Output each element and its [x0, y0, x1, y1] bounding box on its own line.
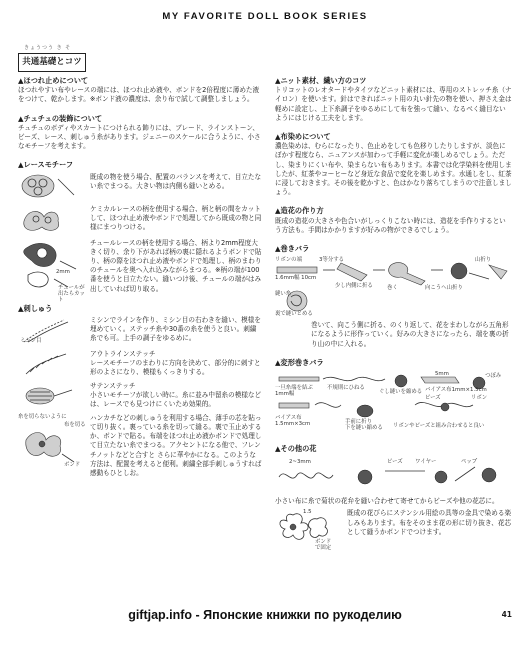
rose-label-mountain-fold: 山折り	[475, 257, 492, 264]
variant-label-fold-forward: 手前に折り	[345, 419, 372, 426]
rose-label-size: 1.6mm幅 10cm	[275, 275, 317, 282]
lace-text-2: ケミカルレースの柄を使用する場合、柄と柄の間をカットして、ほつれ止め液やボンドで処理してから既成の物と同様にまつりつける。	[90, 204, 262, 232]
machine-stitch-label: ミシン目	[20, 337, 42, 344]
outline-stitch-illustration	[18, 350, 80, 378]
variant-label-gather-bottom: 下を縫い縮める	[345, 425, 383, 432]
rolled-rose-figure	[275, 257, 512, 317]
variant-label-1mm: 1mm幅	[275, 391, 295, 398]
variant-label-bias-1mm: バイアス布1mm×1.5cm	[425, 387, 487, 394]
chemical-lace-illustration	[18, 205, 80, 235]
footer-site-watermark: giftjap.info - Японские книжки по рукоделию	[128, 608, 402, 622]
embroidery-text-4: ハンカチなどの刺しゅうを利用する場合、薄手の芯を貼って切り抜く。裏っている糸を切って縫る。裏で玉止めするか、ボンドで貼る。布端をほつれ止め液かボンドで処理して目立たない糸でまつる。アクセントになる他で、フレンチノットなどと合すと さらに華やかになる。このような方法は、配置を考えると便利。刺繍全部手刺しゅうすれば感動もひとしお。	[90, 413, 262, 478]
heading-variant-rolled-rose: ▲変形巻きバラ	[275, 357, 324, 367]
lace-item-1	[18, 173, 262, 201]
paragraph-dyeing: 濃色染めは、むらになったり、色止めをしても色移りしたりしますが、淡色にぼかす程度なら、ニュアンスが加わって手軽に変化が楽しめるでしょう。ただし、染まりにくい布や、染まらない布もあります。本書では化学染料を使用しましたが、紅茶やコーヒーなど身近な食品で変化を楽しめます。水通しをし、紅茶に浸しておきます。その後を乾かすと、色はかなり落ちてしまうので注意しましょう。	[275, 142, 512, 197]
rose-label-sew-back: 裏で縫いとめる	[275, 311, 313, 318]
paragraph-rolled-rose: 巻いて、向こう側に折る、のくり返して、花をまわしながら五角形になるように形作っていく。好みの大きさになったら、端を裏の折り山の中に入れる。	[311, 321, 509, 348]
right-column	[275, 76, 512, 557]
lace-label-2mm: 2mm	[56, 268, 70, 275]
variant-label-knot: 一旦糸端を結ぶ	[275, 385, 313, 392]
heading-rolled-rose: ▲巻きバラ	[275, 244, 310, 254]
stencil-label-size: 1.5	[303, 509, 312, 516]
other-label-pep: ペップ	[461, 459, 478, 466]
heading-other-flowers: ▲その他の花	[275, 444, 317, 454]
page-number: 41	[501, 610, 512, 619]
variant-label-beads: ビーズ	[425, 395, 441, 402]
stencil-label-bond: ボンド	[315, 539, 332, 546]
stencil-flower-item	[275, 509, 512, 553]
handkerchief-label-1: 糸を切らないように	[18, 413, 67, 420]
satin-stitch-title: サテンステッチ	[90, 381, 136, 390]
lace-item-3	[18, 238, 262, 303]
variant-label-bias: バイアス布	[275, 415, 302, 422]
heading-artificial-flowers: ▲造花の作り方	[275, 206, 324, 216]
paragraph-fray-stop: ほつれやすい布やレースの端には、ほつれ止め液や、ボンドを2倍程度に薄めた液をつけて、乾かします。※ボンド液の濃度は、余り布で試して調整しましょう。	[18, 86, 260, 104]
paragraph-other-flowers: 小さい布に糸で菊状の花弁を縫い合わせて寄せてからビーズや他の花芯に。	[275, 497, 499, 506]
rose-label-mountain-fold-back: 向こうへ山折り	[425, 285, 463, 292]
paragraph-knit-sewing: トリコットのレオタードやタイツなどニット素材には、専用のストレッチ糸（ナイロン）を使います。針はできればニット用の丸い針先の物を使い、押さえ金は軽めに設定し、上下糸調子をゆるめにして布を強って縫い、なるべく縫目ないようにはじける工夫をします。	[275, 86, 512, 122]
other-flowers-figure	[275, 457, 512, 493]
stencil-label-fix: で固定	[315, 545, 332, 552]
variant-label-ribbon: リボン	[471, 395, 488, 402]
variant-label-twist: 不規則にひねる	[327, 385, 365, 392]
lace-motif-illustration	[18, 173, 80, 201]
other-label-size: 2~3mm	[289, 459, 311, 466]
heading-tutu-decoration: ▲チュチュの装飾について	[18, 113, 103, 123]
heading-embroidery: ▲刺しゅう	[18, 303, 53, 313]
lace-label-tulle-cut: チュールが出たらカット	[58, 284, 85, 303]
heading-knit-sewing: ▲ニット素材、繊い方のコツ	[275, 76, 367, 85]
handkerchief-label-2: 布を切る	[64, 421, 86, 428]
left-column	[18, 76, 262, 478]
paragraph-stencil-flower: 既成の花びらにステンシル用絵の具等の金具で染める楽しみもあります。布をそのまま花の形に切り抜き、花芯として縫うかボンドでつけます。	[347, 509, 512, 536]
embroidery-item-4	[18, 413, 262, 478]
embroidery-item-3	[18, 382, 262, 410]
series-title: MY FAVORITE DOLL BOOK SERIES	[162, 11, 368, 22]
variant-label-combine: リボンやビーズと組み合わせると良い	[393, 423, 485, 430]
variant-label-gather: ぐし縫いを縮める	[379, 389, 423, 396]
embroidery-item-2	[18, 350, 262, 378]
lace-text-3: チュールレースの柄を使用する場合、柄より2mm程度大きく切り、余り下があれば柄の裏に隠れるようボンドで貼り、柄の際をほつれ止め液やボンドで処理し、柄のまわりのチュールを奥へ入れ込みながらまつる。※柄の端が100番を使うと目立たない。縫いつけ後、チュールの端がはみ出していれば切り取る。	[90, 238, 262, 293]
handkerchief-label-3: ボンド	[64, 461, 81, 468]
paragraph-artificial-flowers: 既成の造花の大きさや色合いがしっくりこない時には、造花を手作りするという方法も。手間はかかりますが好みの物ができるでしょう。	[275, 216, 506, 234]
embroidery-text-3: 小さいモチーフが欲しい時に。糸に並み中留糸の模様など は、レースでも見つけにくいため効果的。	[90, 391, 262, 409]
heading-lace-motif: ▲レースモチーフ	[18, 160, 74, 170]
heading-fray-stop: ▲ほつれ止めについて	[18, 76, 89, 85]
rose-label-roll: 巻く	[387, 285, 398, 292]
other-label-wire: ワイヤー	[415, 459, 437, 466]
variant-label-bud: つぼみ	[485, 373, 502, 380]
variant-label-5mm: 5mm	[435, 371, 449, 378]
variant-label-bias-size: 1.5mm×3cm	[275, 421, 311, 428]
embroidery-text-2: レースモチーフのまわりに方向を決めて、部分的に刺すと形のよさになり、模様もくっきりする。	[90, 359, 261, 377]
rose-label-fold-inward: 少し内側に折る	[335, 283, 373, 290]
rose-label-ribbon-end: リボンの端	[275, 257, 302, 264]
section-title: 共通基礎とコツ	[18, 53, 86, 72]
variant-rose-figure	[275, 371, 512, 435]
heading-dyeing: ▲布染めについて	[275, 132, 331, 142]
lace-item-2	[18, 205, 262, 235]
section-ruby: きょうつう き そ	[24, 45, 72, 51]
embroidery-item-1	[18, 316, 262, 346]
outline-stitch-title: アウトラインステッチ	[90, 349, 156, 358]
satin-stitch-illustration	[18, 382, 80, 410]
rose-label-sewing-thread: 縫い糸	[275, 291, 292, 298]
other-label-beads: ビーズ	[387, 459, 403, 466]
rose-label-three-parts: 3等分する	[319, 257, 344, 264]
paragraph-tutu-decoration: チュチュのボディやスカートにつけられる飾りには、ブレード、ラインストーン、ビーズ、レース、刺しゅう糸があります。ジェニーのスケールに合うように、小さなモチーフを考えます。	[18, 123, 261, 151]
embroidery-text-1: ミシンでラインを作り、ミシン目の右わきを縫い、模様を埋めていく。ステッチ糸や30番の糸を使うと良い。刺繍糸でも可。上手の調子をゆるめに。	[90, 315, 261, 343]
lace-text-1: 既成の物を使う場合、配置のバランスを考えて、目立たない糸でまつる。大きい物は内側も縫いとめる。	[90, 172, 262, 190]
